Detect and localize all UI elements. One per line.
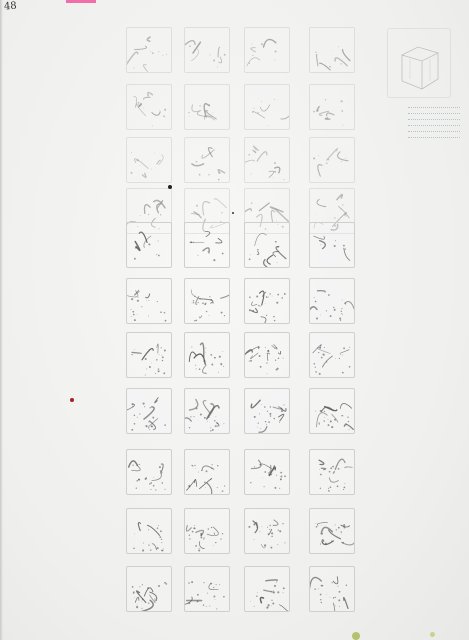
pot-sketch-icon [244, 222, 290, 268]
ink-dot [232, 212, 234, 214]
cliff-sketch-icon [126, 278, 172, 324]
blob-sketch-icon [184, 566, 230, 612]
blob-sketch-icon [244, 449, 290, 495]
worm-sketch-icon [309, 84, 355, 130]
animal-sketch-icon [184, 222, 230, 268]
stroke-sketch-icon [309, 449, 355, 495]
bush-sketch-icon [126, 449, 172, 495]
tent-sketch-icon [244, 27, 290, 73]
boot-sketch-icon [309, 332, 355, 378]
rock-sketch-icon [244, 278, 290, 324]
green-dot [430, 632, 435, 637]
red-dot [70, 398, 74, 402]
wave-sketch-icon [126, 332, 172, 378]
ink-dot [168, 185, 172, 189]
glyph-sketch-icon [184, 449, 230, 495]
pink-tab-marker [66, 0, 96, 3]
page-number: 48 [3, 0, 18, 13]
page-edge-shadow [0, 0, 3, 640]
arch-sketch-icon [309, 388, 355, 434]
cube-outline-icon [387, 28, 451, 98]
duck-sketch-icon [184, 137, 230, 183]
figure-sketch-icon [184, 508, 230, 554]
blob-sketch-icon [244, 388, 290, 434]
hill-sketch-icon [184, 388, 230, 434]
hand-sketch-icon [244, 566, 290, 612]
faint-side-note [408, 105, 460, 143]
hand-sketch-icon [309, 278, 355, 324]
shrub-sketch-icon [244, 508, 290, 554]
cube-sketch-icon [309, 27, 355, 73]
river-sketch-icon [244, 332, 290, 378]
grass-sketch-icon [244, 137, 290, 183]
rock-sketch-icon [126, 222, 172, 268]
stroke-sketch-icon [309, 566, 355, 612]
creature-sketch-icon [184, 278, 230, 324]
bird-sketch-icon [126, 137, 172, 183]
hill-sketch-icon [184, 332, 230, 378]
pillar-sketch-icon [309, 508, 355, 554]
fish-sketch-icon [126, 388, 172, 434]
snake-sketch-icon [244, 84, 290, 130]
squiggle-sketch-icon [126, 27, 172, 73]
leaf-sketch-icon [126, 84, 172, 130]
tree-sketch-icon [126, 566, 172, 612]
green-dot [352, 632, 360, 640]
wall-sketch-icon [126, 508, 172, 554]
stem-sketch-icon [309, 137, 355, 183]
hook-sketch-icon [184, 84, 230, 130]
skeleton-sketch-icon [309, 222, 355, 268]
house-sketch-icon [184, 27, 230, 73]
